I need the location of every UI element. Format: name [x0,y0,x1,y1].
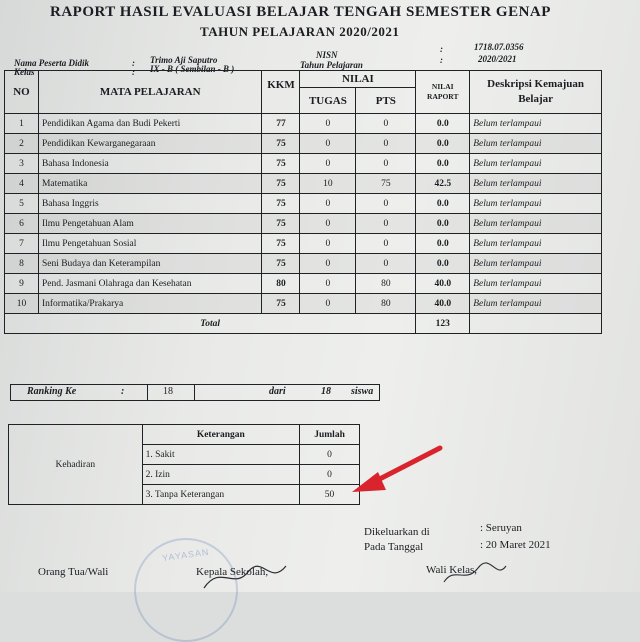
grade-no: 4 [5,174,39,194]
col-subject-header: MATA PELAJARAN [38,71,262,114]
table-row [5,154,602,174]
ranking-row [10,384,380,401]
ranking-unit: siswa [351,386,374,397]
nisn-value: 1718.07.0356 [474,42,524,52]
grade-tugas: 0 [300,194,356,214]
nisn-label: NISN [316,50,338,60]
grade-pts: 0 [356,254,416,274]
grade-tugas: 0 [300,234,356,254]
grade-pts: 0 [356,154,416,174]
grade-no: 3 [5,154,39,174]
grade-raport: 0.0 [416,254,470,274]
grade-pts: 0 [356,134,416,154]
table-row [5,254,602,274]
grade-raport: 0.0 [416,234,470,254]
grade-subject: Seni Budaya dan Keterampilan [38,254,262,274]
total-value: 123 [416,314,470,334]
grade-kkm: 75 [262,254,300,274]
grade-subject: Pendidikan Agama dan Budi Pekerti [38,114,262,134]
teacher-signature-label: Wali Kelas, [426,564,478,576]
grade-raport: 0.0 [416,114,470,134]
grade-desc: Belum terlampaui [470,174,602,194]
total-label: Total [5,314,416,334]
grade-no: 7 [5,234,39,254]
grade-subject: Ilmu Pengetahuan Alam [38,214,262,234]
attendance-col-count: Jumlah [300,425,360,445]
grade-no: 9 [5,274,39,294]
grade-tugas: 0 [300,214,356,234]
issued-value: : Seruyan [480,522,522,534]
grade-kkm: 75 [262,154,300,174]
grade-pts: 80 [356,274,416,294]
grade-kkm: 75 [262,174,300,194]
grade-raport: 0.0 [416,214,470,234]
ranking-value: 18 [163,386,173,397]
student-class-label: Kelas [14,67,35,77]
col-desc-header: Deskripsi Kemajuan Belajar [470,71,602,114]
ranking-of-label: dari [269,386,286,397]
student-class-value: IX - B ( Sembilan - B ) [150,64,235,74]
grade-raport: 40.0 [416,274,470,294]
total-blank [470,314,602,334]
col-raport-line1: NILAI [431,82,454,91]
col-nilai-header: NILAI [300,71,416,88]
grade-tugas: 0 [300,294,356,314]
principal-signature [200,560,290,592]
date-label: Pada Tanggal [364,541,424,553]
year-label: Tahun Pelajaran [300,60,363,70]
principal-signature-label: Kepala Sekolah, [196,566,269,578]
grade-kkm: 75 [262,234,300,254]
grade-desc: Belum terlampaui [470,154,602,174]
grade-tugas: 0 [300,154,356,174]
ranking-label: Ranking Ke [27,386,77,397]
student-name-label: Nama Peserta Didik [14,58,89,68]
table-row [5,134,602,154]
grades-table [4,70,602,334]
grade-tugas: 0 [300,134,356,154]
ranking-of-value: 18 [321,386,331,397]
grade-subject: Ilmu Pengetahuan Sosial [38,234,262,254]
table-row [5,194,602,214]
grade-pts: 0 [356,214,416,234]
grade-kkm: 75 [262,134,300,154]
attendance-row-value: 50 [300,485,360,505]
grade-tugas: 0 [300,274,356,294]
attendance-row-value: 0 [300,465,360,485]
grade-subject: Pend. Jasmani Olahraga dan Kesehatan [38,274,262,294]
grade-kkm: 80 [262,274,300,294]
student-class-sep: : [132,67,135,77]
table-row [5,234,602,254]
grade-subject: Pendidikan Kewarganegaraan [38,134,262,154]
attendance-row-label: 2. Izin [142,465,300,485]
grade-subject: Matematika [38,174,262,194]
parent-signature-label: Orang Tua/Wali [38,566,109,578]
col-raport-header [416,71,470,114]
year-value: 2020/2021 [478,54,517,64]
grade-pts: 0 [356,234,416,254]
table-row [5,214,602,234]
grade-desc: Belum terlampaui [470,114,602,134]
grade-kkm: 77 [262,114,300,134]
grade-kkm: 75 [262,294,300,314]
grade-raport: 42.5 [416,174,470,194]
grade-no: 6 [5,214,39,234]
grade-raport: 40.0 [416,294,470,314]
grade-no: 5 [5,194,39,214]
attendance-col-desc: Keterangan [142,425,300,445]
red-arrow-icon [340,440,450,500]
col-no-header: NO [5,71,39,114]
attendance-row-label: 3. Tanpa Keterangan [142,485,300,505]
grade-no: 8 [5,254,39,274]
year-sep: : [440,55,443,65]
grade-no: 1 [5,114,39,134]
grades-body [5,114,602,314]
grade-desc: Belum terlampaui [470,134,602,154]
grade-desc: Belum terlampaui [470,274,602,294]
table-row [5,114,602,134]
ranking-sep: : [121,386,125,397]
student-name-sep: : [132,58,135,68]
report-subtitle: TAHUN PELAJARAN 2020/2021 [200,24,400,39]
col-pts-header: PTS [356,88,416,114]
date-value: : 20 Maret 2021 [480,539,551,551]
grade-desc: Belum terlampaui [470,194,602,214]
grade-kkm: 75 [262,194,300,214]
grade-subject: Bahasa Indonesia [38,154,262,174]
grade-pts: 0 [356,114,416,134]
table-row [5,274,602,294]
col-kkm-header: KKM [262,71,300,114]
grade-raport: 0.0 [416,194,470,214]
stamp-text: YAYASAN [161,546,210,564]
col-raport-line2: RAPORT [427,92,459,101]
grade-subject: Bahasa Inggris [38,194,262,214]
attendance-row-label: 1. Sakit [142,445,300,465]
grade-raport: 0.0 [416,134,470,154]
grade-no: 2 [5,134,39,154]
nisn-sep: : [440,44,443,54]
attendance-table [8,424,360,505]
grade-pts: 80 [356,294,416,314]
grade-pts: 75 [356,174,416,194]
table-row [5,174,602,194]
grade-desc: Belum terlampaui [470,294,602,314]
col-tugas-header: TUGAS [300,88,356,114]
issued-label: Dikeluarkan di [364,526,430,538]
grade-tugas: 0 [300,114,356,134]
grade-pts: 0 [356,194,416,214]
grade-desc: Belum terlampaui [470,214,602,234]
arrow-head [352,472,386,492]
table-row [5,294,602,314]
grade-tugas: 10 [300,174,356,194]
teacher-signature [440,558,510,588]
grade-no: 10 [5,294,39,314]
grade-subject: Informatika/Prakarya [38,294,262,314]
grade-kkm: 75 [262,214,300,234]
attendance-group-label: Kehadiran [9,425,143,505]
grade-desc: Belum terlampaui [470,234,602,254]
grade-raport: 0.0 [416,154,470,174]
grade-desc: Belum terlampaui [470,254,602,274]
student-name-value: Trimo Aji Saputro [150,55,218,65]
grade-tugas: 0 [300,254,356,274]
report-title: RAPORT HASIL EVALUASI BELAJAR TENGAH SEMESTER GENAP [50,4,551,20]
attendance-row-value: 0 [300,445,360,465]
